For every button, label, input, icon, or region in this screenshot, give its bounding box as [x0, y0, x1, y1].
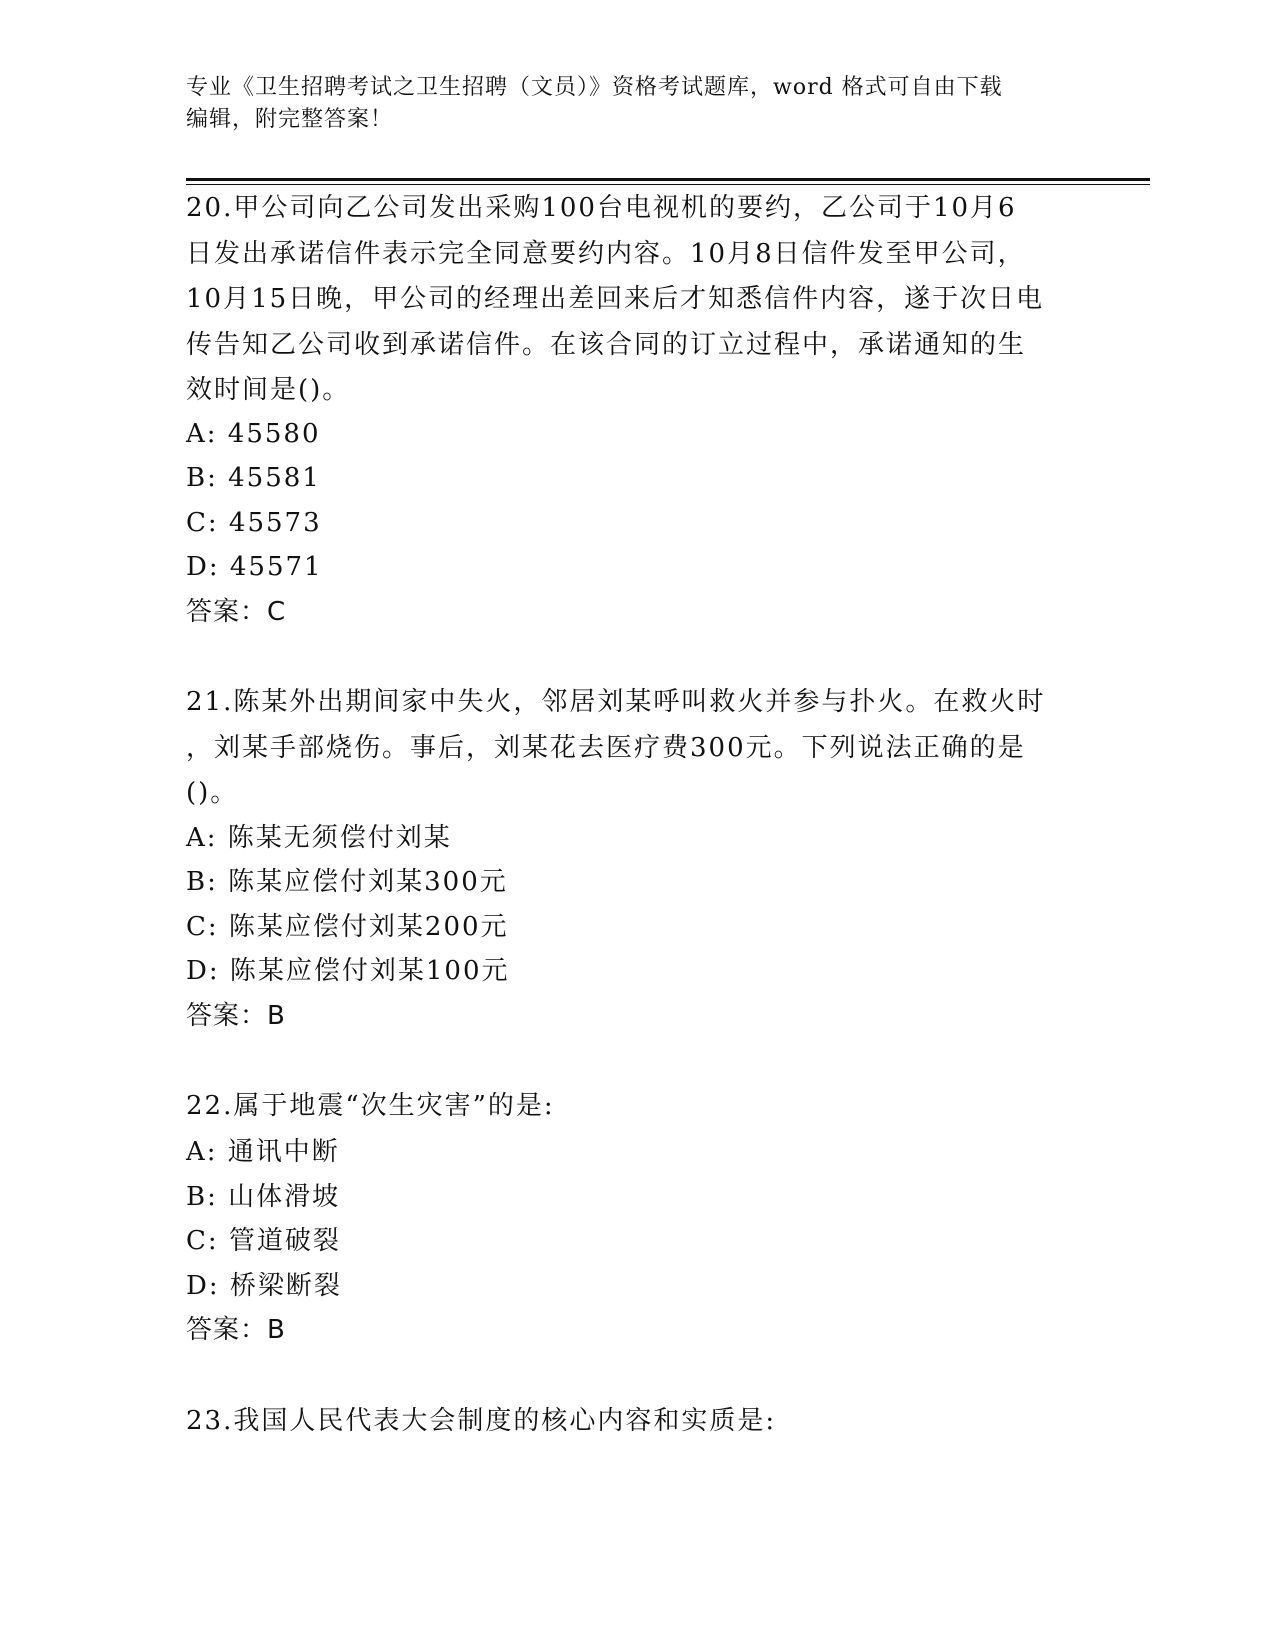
question-21-option-d: D: 陈某应偿付刘某100元: [186, 956, 510, 986]
question-21-stem: [186, 680, 1086, 817]
question-21-option-b: B: 陈某应偿付刘某300元: [186, 867, 508, 897]
question-stem-line: 21.陈某外出期间家中失火，邻居刘某呼叫救火并参与扑火。在救火时: [186, 687, 1046, 717]
question-21-option-c: C: 陈某应偿付刘某200元: [186, 912, 509, 942]
question-20-option-d: D: 45571: [186, 552, 323, 582]
question-20-option-a: A: 45580: [186, 419, 321, 449]
question-22-option-c: C: 管道破裂: [186, 1226, 341, 1256]
question-23-stem: [186, 1399, 1086, 1445]
header-line-1: 专业《卫生招聘考试之卫生招聘（文员）》资格考试题库，word 格式可自由下载: [186, 75, 1003, 100]
question-stem-line: 23.我国人民代表大会制度的核心内容和实质是:: [186, 1406, 777, 1436]
question-22-answer: 答案：B: [186, 1315, 286, 1345]
question-20-stem: [186, 186, 1086, 414]
question-22-option-d: D: 桥梁断裂: [186, 1271, 342, 1301]
question-stem-line: 传告知乙公司收到承诺信件。在该合同的订立过程中，承诺通知的生: [186, 329, 1027, 360]
header-divider-thick: [186, 178, 1150, 181]
question-stem-line: ，刘某手部烧伤。事后，刘某花去医疗费300元。下列说法正确的是: [186, 732, 1026, 763]
header-line-2: 编辑，附完整答案！: [186, 107, 394, 132]
header-divider-thin: [186, 184, 1150, 185]
question-21-option-a: A: 陈某无须偿付刘某: [186, 823, 452, 853]
question-21-answer: 答案：B: [186, 1001, 286, 1031]
question-stem-line: ()。: [186, 778, 239, 808]
question-20-option-c: C: 45573: [186, 508, 322, 538]
question-20-answer: 答案：C: [186, 597, 287, 627]
question-20-option-b: B: 45581: [186, 463, 321, 493]
question-22-option-a: A: 通讯中断: [186, 1137, 340, 1167]
question-stem-line: 10月15日晚，甲公司的经理出差回来后才知悉信件内容，遂于次日电: [186, 284, 1045, 314]
question-stem-line: 22.属于地震“次生灾害”的是:: [186, 1091, 555, 1121]
question-22-stem: [186, 1084, 1086, 1130]
question-stem-line: 日发出承诺信件表示完全同意要约内容。10月8日信件发至甲公司，: [186, 238, 1026, 269]
document-header: [186, 72, 1086, 136]
question-stem-line: 效时间是()。: [186, 375, 351, 405]
question-22-option-b: B: 山体滑坡: [186, 1182, 341, 1212]
question-stem-line: 20.甲公司向乙公司发出采购100台电视机的要约，乙公司于10月6: [186, 193, 1017, 223]
